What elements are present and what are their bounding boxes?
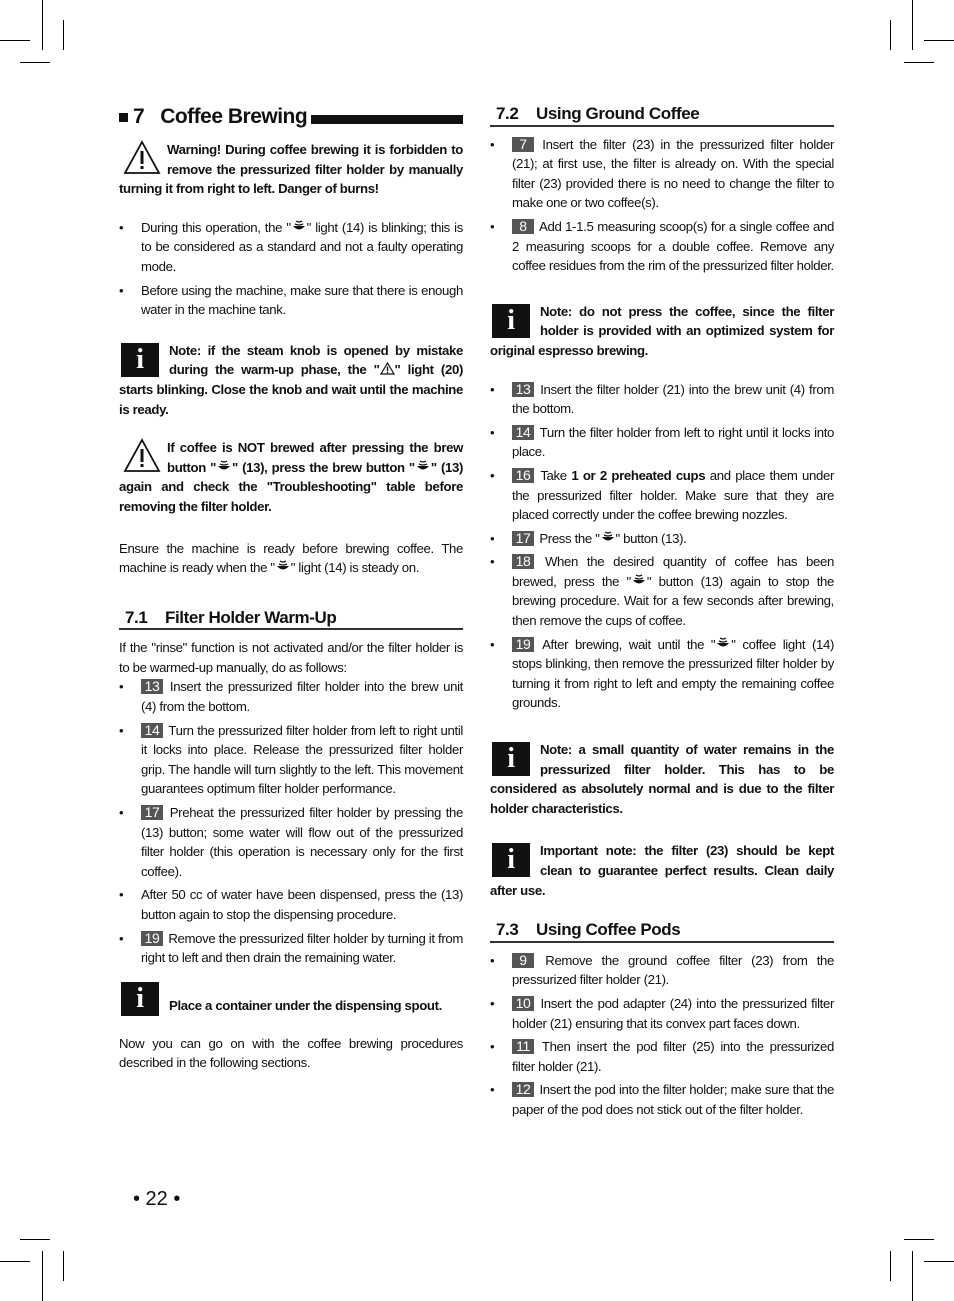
coffee-cup-icon: [415, 460, 431, 474]
list-item: • 12 Insert the pod into the filter holder; make sure that the paper of the pod does not stick out of the filter holder.: [490, 1080, 834, 1119]
step-badge: 14: [141, 723, 163, 738]
list-item: • 13 Insert the filter holder (21) into the brew unit (4) from the bottom.: [490, 380, 834, 419]
warning-block: [119, 140, 463, 199]
subsection-number: 7.2: [496, 104, 519, 123]
crop-mark: [904, 1239, 934, 1240]
list-item: • 14 Turn the filter holder from left to right until it locks into place.: [490, 423, 834, 462]
subsection-title: Filter Holder Warm-Up: [165, 607, 337, 627]
list-item: • During this operation, the " " light (14) is blinking; this is to be considered as a standard and not a faulty operating mode.: [119, 218, 463, 277]
crop-mark: [20, 1239, 50, 1240]
info-note: i Important note: the filter (23) should be kept clean to guarantee perfect results. Clean daily after use.: [490, 843, 834, 898]
step-badge: 10: [512, 996, 534, 1011]
list-item: • 19 Remove the pressurized filter holder by turning it from right to left and then drain the remaining water.: [119, 929, 463, 968]
info-icon: i: [492, 304, 530, 338]
coffee-cup-icon: [715, 637, 731, 651]
paragraph: If the "rinse" function is not activated and/or the filter holder is to be warmed-up manually, do as follows:: [119, 640, 463, 675]
crop-mark: [0, 40, 30, 41]
list-item: • 8 Add 1-1.5 measuring scoop(s) for a single coffee and 2 measuring scoops for a double coffee. Remove any coffee residues from the rim of the pressurized filter holder.: [490, 217, 834, 276]
info-icon: i: [121, 343, 159, 377]
left-column: [119, 104, 463, 1073]
info-note: i Note: a small quantity of water remains in the pressurized filter holder. This has to be considered as absolutely normal and is due to the filter holder characteristics.: [490, 742, 834, 816]
warning-triangle-icon: [123, 140, 161, 176]
coffee-cup-icon: [291, 220, 307, 234]
subsection-heading: [490, 920, 834, 943]
section-number: 7: [133, 105, 145, 129]
step-badge: 18: [512, 554, 534, 569]
step-list: [119, 677, 463, 967]
step-badge: 14: [512, 425, 534, 440]
step-badge: 7: [512, 137, 534, 152]
list-item: • 16 Take 1 or 2 preheated cups and place them under the pressurized filter holder. Make sure that they are placed correctly under the coffee brewing nozzles.: [490, 466, 834, 525]
info-note: i Note: do not press the coffee, since the filter holder is provided with an optimized system for original espresso brewing.: [490, 303, 834, 358]
page-number: • 22 •: [133, 1188, 181, 1210]
crop-mark: [912, 0, 913, 50]
coffee-cup-icon: [631, 574, 647, 588]
info-note: i Place a container under the dispensing spout.: [119, 980, 463, 1016]
crop-mark: [912, 1251, 913, 1301]
step-list: [490, 380, 834, 714]
list-item: • 11 Then insert the pod filter (25) into the pressurized filter holder (21).: [490, 1037, 834, 1076]
step-list: [490, 135, 834, 276]
warning-triangle-icon: [123, 438, 161, 474]
info-icon: i: [492, 843, 530, 877]
info-icon: i: [492, 742, 530, 776]
list-item: • 13 Insert the pressurized filter holder into the brew unit (4) from the bottom.: [119, 677, 463, 716]
list-item: • 7 Insert the filter (23) in the pressurized filter holder (21); at first use, the filter is already on. With the special filter (23) provided there is no need to change the filter to make one or two coffee(s).: [490, 135, 834, 213]
list-item: • 9 Remove the ground coffee filter (23) from the pressurized filter holder (21).: [490, 951, 834, 990]
crop-mark: [924, 1261, 954, 1262]
list-item: • 18 When the desired quantity of coffee has been brewed, press the " " button (13) again to stop the brewing procedure. Wait for a few seconds after brewing, then remove the cups of coffee.: [490, 552, 834, 630]
section-heading: [119, 104, 463, 130]
step-badge: 11: [512, 1039, 534, 1054]
step-badge: 17: [141, 805, 163, 820]
list-item: • 10 Insert the pod adapter (24) into the pressurized filter holder (21) ensuring that its convex part faces down.: [490, 994, 834, 1033]
subsection-title: Using Coffee Pods: [536, 920, 681, 940]
crop-mark: [20, 62, 50, 63]
section-title: Coffee Brewing: [160, 105, 308, 129]
step-badge: 19: [512, 637, 534, 652]
coffee-cup-icon: [216, 460, 232, 474]
list-item: • After 50 cc of water have been dispensed, press the (13) button again to stop the dispensing procedure.: [119, 885, 463, 924]
crop-mark: [63, 20, 64, 50]
list-item: • 17 Preheat the pressurized filter holder by pressing the (13) button; some water will flow out of the pressurized filter holder (this operation is necessary only for the first coffee).: [119, 803, 463, 881]
heading-bar: [311, 115, 463, 124]
info-icon: i: [121, 982, 159, 1016]
crop-mark: [0, 1261, 30, 1262]
list-item: • 14 Turn the pressurized filter holder from left to right until it locks into place. Release the pressurized filter holder grip. The handle will turn slightly to the left. This movement guarantees optimum filter holder performance.: [119, 721, 463, 799]
subsection-heading: [490, 104, 834, 127]
crop-mark: [890, 1251, 891, 1281]
step-badge: 9: [512, 953, 534, 968]
warning-block: If coffee is NOT brewed after pressing the brew button " " (13), press the brew button " " (13) again and check the "Troubleshooting" table before removing the filter holder.: [119, 440, 463, 514]
list-item: • 17 Press the " " button (13).: [490, 529, 834, 549]
paragraph: Now you can go on with the coffee brewing procedures described in the following sections.: [119, 1035, 463, 1071]
heading-square-icon: [119, 113, 128, 122]
crop-mark: [924, 40, 954, 41]
list-item: • Before using the machine, make sure that there is enough water in the machine tank.: [119, 281, 463, 320]
subsection-title: Using Ground Coffee: [536, 104, 700, 123]
info-note: i Note: if the steam knob is opened by mistake during the warm-up phase, the " " light (20) starts blinking. Close the knob and wait until the machine is ready.: [119, 342, 463, 417]
step-badge: 17: [512, 531, 534, 546]
step-badge: 19: [141, 931, 163, 946]
warning-text: Warning! During coffee brewing it is forbidden to remove the pressurized filter holder by manually turning it from right to left. Danger of burns!: [119, 142, 463, 197]
crop-mark: [42, 0, 43, 50]
coffee-cup-icon: [600, 531, 616, 545]
crop-mark: [890, 20, 891, 50]
subsection-number: 7.3: [496, 920, 519, 940]
step-badge: 16: [512, 468, 534, 483]
step-list: [490, 951, 834, 1120]
right-column: [490, 104, 834, 1124]
subsection-heading: [119, 608, 463, 631]
list-item: • 19 After brewing, wait until the " " coffee light (14) stops blinking, then remove the pressurized filter holder by turning it from right to left and empty the remaining coffee grounds.: [490, 635, 834, 713]
warning-triangle-icon: [380, 362, 395, 375]
coffee-cup-icon: [275, 560, 291, 574]
bullet-list: [119, 218, 463, 320]
step-badge: 12: [512, 1082, 534, 1097]
crop-mark: [904, 62, 934, 63]
step-badge: 8: [512, 219, 534, 234]
crop-mark: [42, 1251, 43, 1301]
subsection-number: 7.1: [125, 607, 148, 627]
paragraph: Ensure the machine is ready before brewing coffee. The machine is ready when the " " light (14) is steady on.: [119, 540, 463, 576]
step-badge: 13: [512, 382, 534, 397]
crop-mark: [63, 1251, 64, 1281]
step-badge: 13: [141, 679, 163, 694]
